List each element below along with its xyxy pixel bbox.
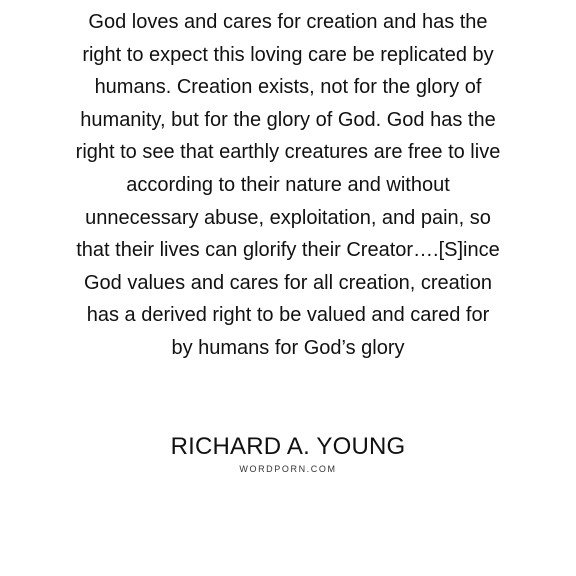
quote-text [48,6,528,365]
author-name: RICHARD A. YOUNG [170,433,406,460]
quote-line: has a derived right to be valued and cared for [86,304,490,327]
quote-line: unnecessary abuse, exploitation, and pain, so [85,206,491,229]
quote-line: God values and cares for all creation, creation [84,271,492,294]
quote-line: that their lives can glorify their Creator….[S]ince [76,239,500,262]
site-name: WORDPORN.COM [239,464,337,474]
quote-line: according to their nature and without [126,173,450,196]
quote-line: God loves and cares for creation and has the [88,11,488,33]
quote-line: right to expect this loving care be replicated by [82,43,494,66]
quote-line: right to see that earthly creatures are free to live [75,141,501,164]
quote-line: by humans for God’s glory [171,336,405,359]
quote-line: humans. Creation exists, not for the glory of [94,76,482,99]
quote-line: humanity, but for the glory of God. God has the [80,108,496,131]
